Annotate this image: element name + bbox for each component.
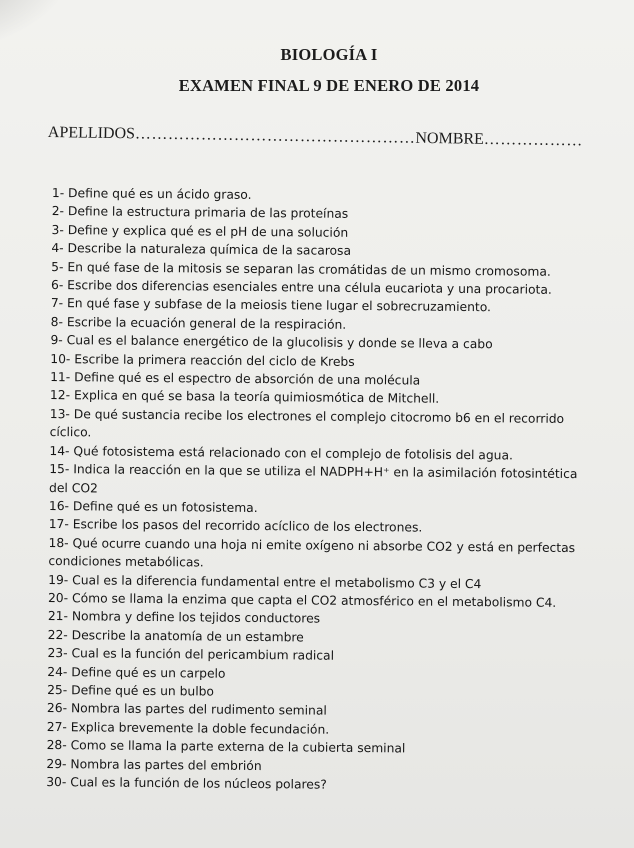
question-number: 11- xyxy=(50,370,71,385)
name-blank[interactable]: ……………… xyxy=(483,130,583,150)
question-text: Define qué es un carpelo xyxy=(71,664,226,681)
question-text: Indica la reacción en la que se utiliza el NADPH+H⁺ en la asimilación fotosintética xyxy=(73,462,578,482)
question-text: Qué ocurre cuando una hoja ni emite oxígeno ni absorbe CO2 y está en perfectas xyxy=(72,535,576,555)
question-text: Nombra las partes del embrión xyxy=(70,756,262,773)
question-text: Define y explica qué es el pH de una solución xyxy=(67,222,349,240)
question-number: 15- xyxy=(49,462,70,477)
question-text: Cual es la diferencia fundamental entre el metabolismo C3 y el C4 xyxy=(72,572,482,591)
question-text: Nombra y define los tejidos conductores xyxy=(71,609,321,626)
question-number: 1- xyxy=(51,185,65,201)
question-number: 14- xyxy=(49,443,70,458)
question-number: 19- xyxy=(48,572,69,587)
question-item xyxy=(49,460,619,502)
page-corner-shadow xyxy=(0,0,85,50)
question-number: 5- xyxy=(51,259,64,274)
question-number: 25- xyxy=(47,682,68,698)
question-text: Qué fotosistema está relacionado con el complejo de fotolisis del agua. xyxy=(73,443,514,463)
question-text: Cual es el balance energético de la glucolisis y donde se lleva a cabo xyxy=(66,333,493,352)
question-text: Cual es la función del pericambium radical xyxy=(71,646,335,663)
question-number: 26- xyxy=(46,701,68,716)
question-text: Escribe la ecuación general de la respiración. xyxy=(66,314,347,332)
question-number: 10- xyxy=(50,351,71,366)
question-number: 7- xyxy=(50,296,64,311)
question-text-continuation: condiciones metabólicas. xyxy=(48,554,204,570)
question-item xyxy=(48,534,618,576)
question-number: 9- xyxy=(50,333,63,348)
question-text: En qué fase y subfase de la meiosis tiene lugar el sobrecruzamiento. xyxy=(66,296,492,315)
question-text: Define qué es un bulbo xyxy=(71,683,215,699)
question-text: Describe la anatomía de un estambre xyxy=(71,627,304,645)
question-number: 18- xyxy=(48,535,69,550)
question-text: Define qué es el espectro de absorción de una molécula xyxy=(74,370,421,388)
question-text: Cual es la función de los núcleos polares? xyxy=(70,775,327,792)
question-number: 4- xyxy=(51,241,64,256)
question-number: 20- xyxy=(47,590,69,606)
question-text: Escribe la primera reacción del ciclo de Krebs xyxy=(74,351,355,369)
question-text-continuation: del CO2 xyxy=(49,480,98,495)
surname-blank[interactable]: …………………………………………… xyxy=(134,125,416,147)
exam-title: EXAMEN FINAL 9 DE ENERO DE 2014 xyxy=(178,76,480,95)
question-number: 8- xyxy=(50,314,64,329)
name-label: NOMBRE xyxy=(415,129,485,148)
question-text: De qué sustancia recibe los electrones el complejo citocromo b6 en el recorrido xyxy=(73,407,565,426)
question-text-continuation: cíclico. xyxy=(49,425,92,440)
question-number: 16- xyxy=(48,498,70,514)
question-number: 30- xyxy=(46,774,67,790)
question-text: En qué fase de la mitosis se separan las cromátidas de un mismo cromosoma. xyxy=(67,259,551,279)
question-number: 21- xyxy=(47,609,69,624)
question-number: 3- xyxy=(51,222,64,237)
question-number: 24- xyxy=(47,664,68,679)
question-text: Explica en qué se basa la teoría quimiosmótica de Mitchell. xyxy=(73,388,440,407)
question-text: Define qué es un ácido graso. xyxy=(68,186,252,202)
question-number: 12- xyxy=(49,388,71,403)
question-number: 13- xyxy=(49,406,70,422)
student-fields xyxy=(48,124,608,151)
question-number: 22- xyxy=(47,627,68,642)
question-text: Cómo se llama la enzima que capta el CO2 atmosférico en el metabolismo C4. xyxy=(71,591,557,610)
question-number: 29- xyxy=(46,756,67,771)
question-text: Describe la naturaleza química de la sacarosa xyxy=(67,241,352,259)
question-number: 28- xyxy=(46,738,67,753)
question-text: Define qué es un fotosistema. xyxy=(72,499,258,515)
question-item xyxy=(50,405,620,447)
question-number: 2- xyxy=(51,204,65,219)
question-text: Escribe los pasos del recorrido acíclico de los electrones. xyxy=(72,517,423,535)
question-list xyxy=(46,184,622,797)
question-number: 23- xyxy=(47,646,68,661)
question-text: Escribe dos diferencias esenciales entre una célula eucariota y una procariota. xyxy=(67,278,552,297)
question-number: 6- xyxy=(50,278,64,293)
question-text: Define la estructura primaria de las proteínas xyxy=(67,204,349,222)
question-text: Como se llama la parte externa de la cubierta seminal xyxy=(70,738,406,756)
question-number: 27- xyxy=(46,719,67,734)
question-number: 17- xyxy=(48,517,69,532)
question-text: Nombra las partes del rudimento seminal xyxy=(70,701,327,719)
question-text: Explica brevemente la doble fecundación. xyxy=(70,719,330,737)
surname-label: APELLIDOS xyxy=(47,124,136,143)
subject-title: BIOLOGÍA I xyxy=(280,45,378,64)
